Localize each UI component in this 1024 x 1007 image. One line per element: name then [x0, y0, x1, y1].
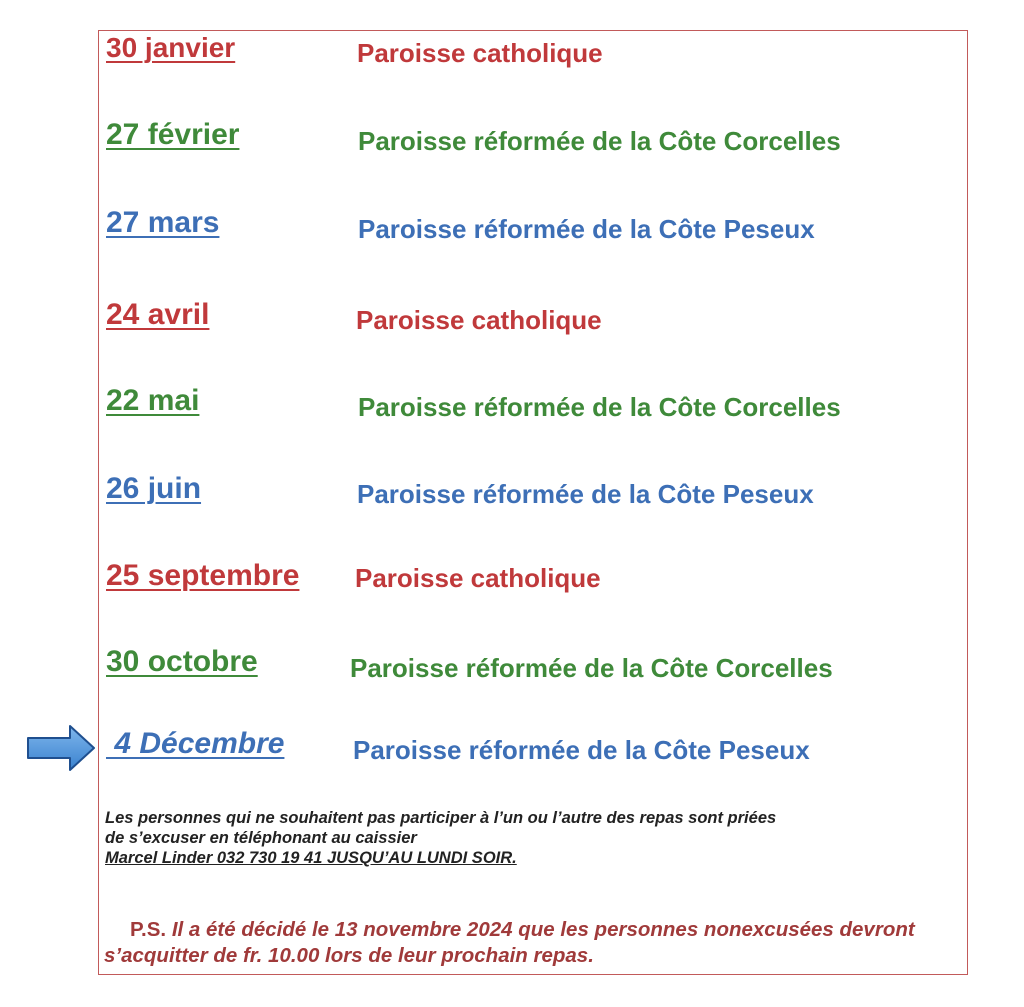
schedule-row	[0, 298, 1024, 348]
schedule-row	[0, 32, 1024, 82]
schedule-parish: Paroisse réformée de la Côte Corcelles	[358, 126, 841, 156]
schedule-parish: Paroisse réformée de la Côte Corcelles	[350, 653, 833, 683]
schedule-row-highlighted	[0, 727, 1024, 777]
excuse-notice	[105, 808, 955, 868]
cashier-contact: Marcel Linder 032 730 19 41 JUSQU’AU LUNDI SOIR.	[105, 849, 517, 867]
schedule-parish: Paroisse catholique	[356, 305, 602, 335]
schedule-date: 25 septembre	[106, 559, 300, 592]
schedule-date: 27 mars	[106, 206, 220, 239]
schedule-row	[0, 384, 1024, 434]
schedule-parish: Paroisse catholique	[357, 38, 603, 68]
schedule-row	[0, 645, 1024, 695]
postscript-label: P.S.	[130, 918, 167, 941]
postscript-text: Il a été décidé le 13 novembre 2024 que les personnes nonexcusées devront s’acquitter de fr. 10.00 lors de leur prochain repas.	[104, 918, 915, 967]
schedule-row	[0, 206, 1024, 256]
schedule-date: 24 avril	[106, 298, 210, 331]
schedule-date: 26 juin	[106, 472, 202, 505]
notice-line: de s’excuser en téléphonant au caissier	[105, 829, 417, 847]
schedule-parish: Paroisse catholique	[355, 563, 601, 593]
schedule-parish: Paroisse réformée de la Côte Corcelles	[358, 392, 841, 422]
right-arrow-icon	[26, 723, 96, 773]
notice-line: Les personnes qui ne souhaitent pas participer à l’un ou l’autre des repas sont priées	[105, 809, 777, 827]
schedule-date: 30 janvier	[106, 32, 236, 63]
schedule-row	[0, 559, 1024, 609]
schedule-parish: Paroisse réformée de la Côte Peseux	[358, 214, 815, 244]
schedule-parish: Paroisse réformée de la Côte Peseux	[357, 479, 814, 509]
schedule-date: 4 Décembre	[106, 727, 285, 760]
schedule-date: 27 février	[106, 118, 240, 151]
postscript	[104, 917, 964, 969]
schedule-row	[0, 118, 1024, 168]
schedule-date: 22 mai	[106, 384, 200, 417]
schedule-row	[0, 472, 1024, 522]
schedule-date: 30 octobre	[106, 645, 258, 678]
schedule-parish: Paroisse réformée de la Côte Peseux	[353, 735, 810, 765]
